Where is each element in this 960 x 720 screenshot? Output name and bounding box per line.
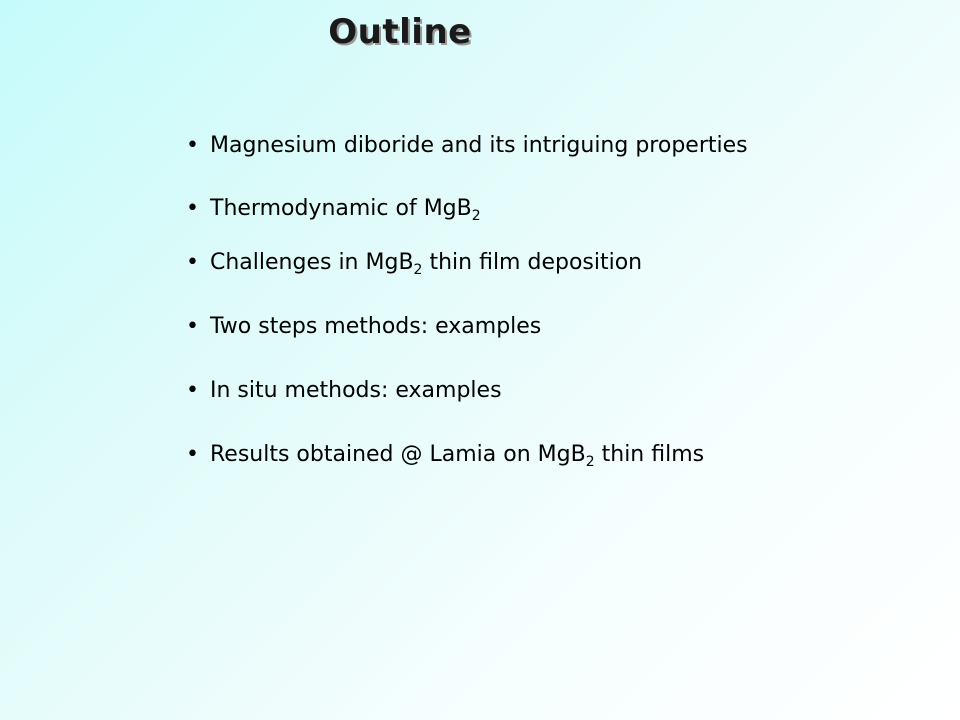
- subscript: 2: [585, 454, 595, 470]
- bullet-item: [186, 316, 541, 338]
- bullet-text: Results obtained @ Lamia on MgB: [210, 442, 586, 467]
- slide-title: Outline: [328, 12, 472, 52]
- subscript: 2: [413, 262, 423, 278]
- bullet-item: [186, 442, 705, 470]
- bullet-item: [186, 196, 481, 224]
- subscript: 2: [471, 208, 481, 224]
- bullet-text: Challenges in MgB: [210, 250, 414, 275]
- bullet-item: [186, 380, 502, 402]
- bullet-text: In situ methods: examples: [210, 378, 502, 403]
- bullet-dot-icon: •: [186, 442, 199, 467]
- bullet-text: Magnesium diboride and its intriguing properties: [210, 133, 748, 158]
- bullet-item: [186, 250, 643, 278]
- bullet-text-tail: thin film deposition: [422, 250, 643, 275]
- bullet-text: Two steps methods: examples: [210, 314, 542, 339]
- bullet-text-tail: thin films: [594, 442, 705, 467]
- bullet-text: Thermodynamic of MgB: [210, 196, 472, 221]
- bullet-dot-icon: •: [186, 378, 199, 403]
- bullet-item: [186, 135, 748, 157]
- bullet-dot-icon: •: [186, 133, 199, 158]
- bullet-dot-icon: •: [186, 314, 199, 339]
- bullet-dot-icon: •: [186, 250, 199, 275]
- bullet-dot-icon: •: [186, 196, 199, 221]
